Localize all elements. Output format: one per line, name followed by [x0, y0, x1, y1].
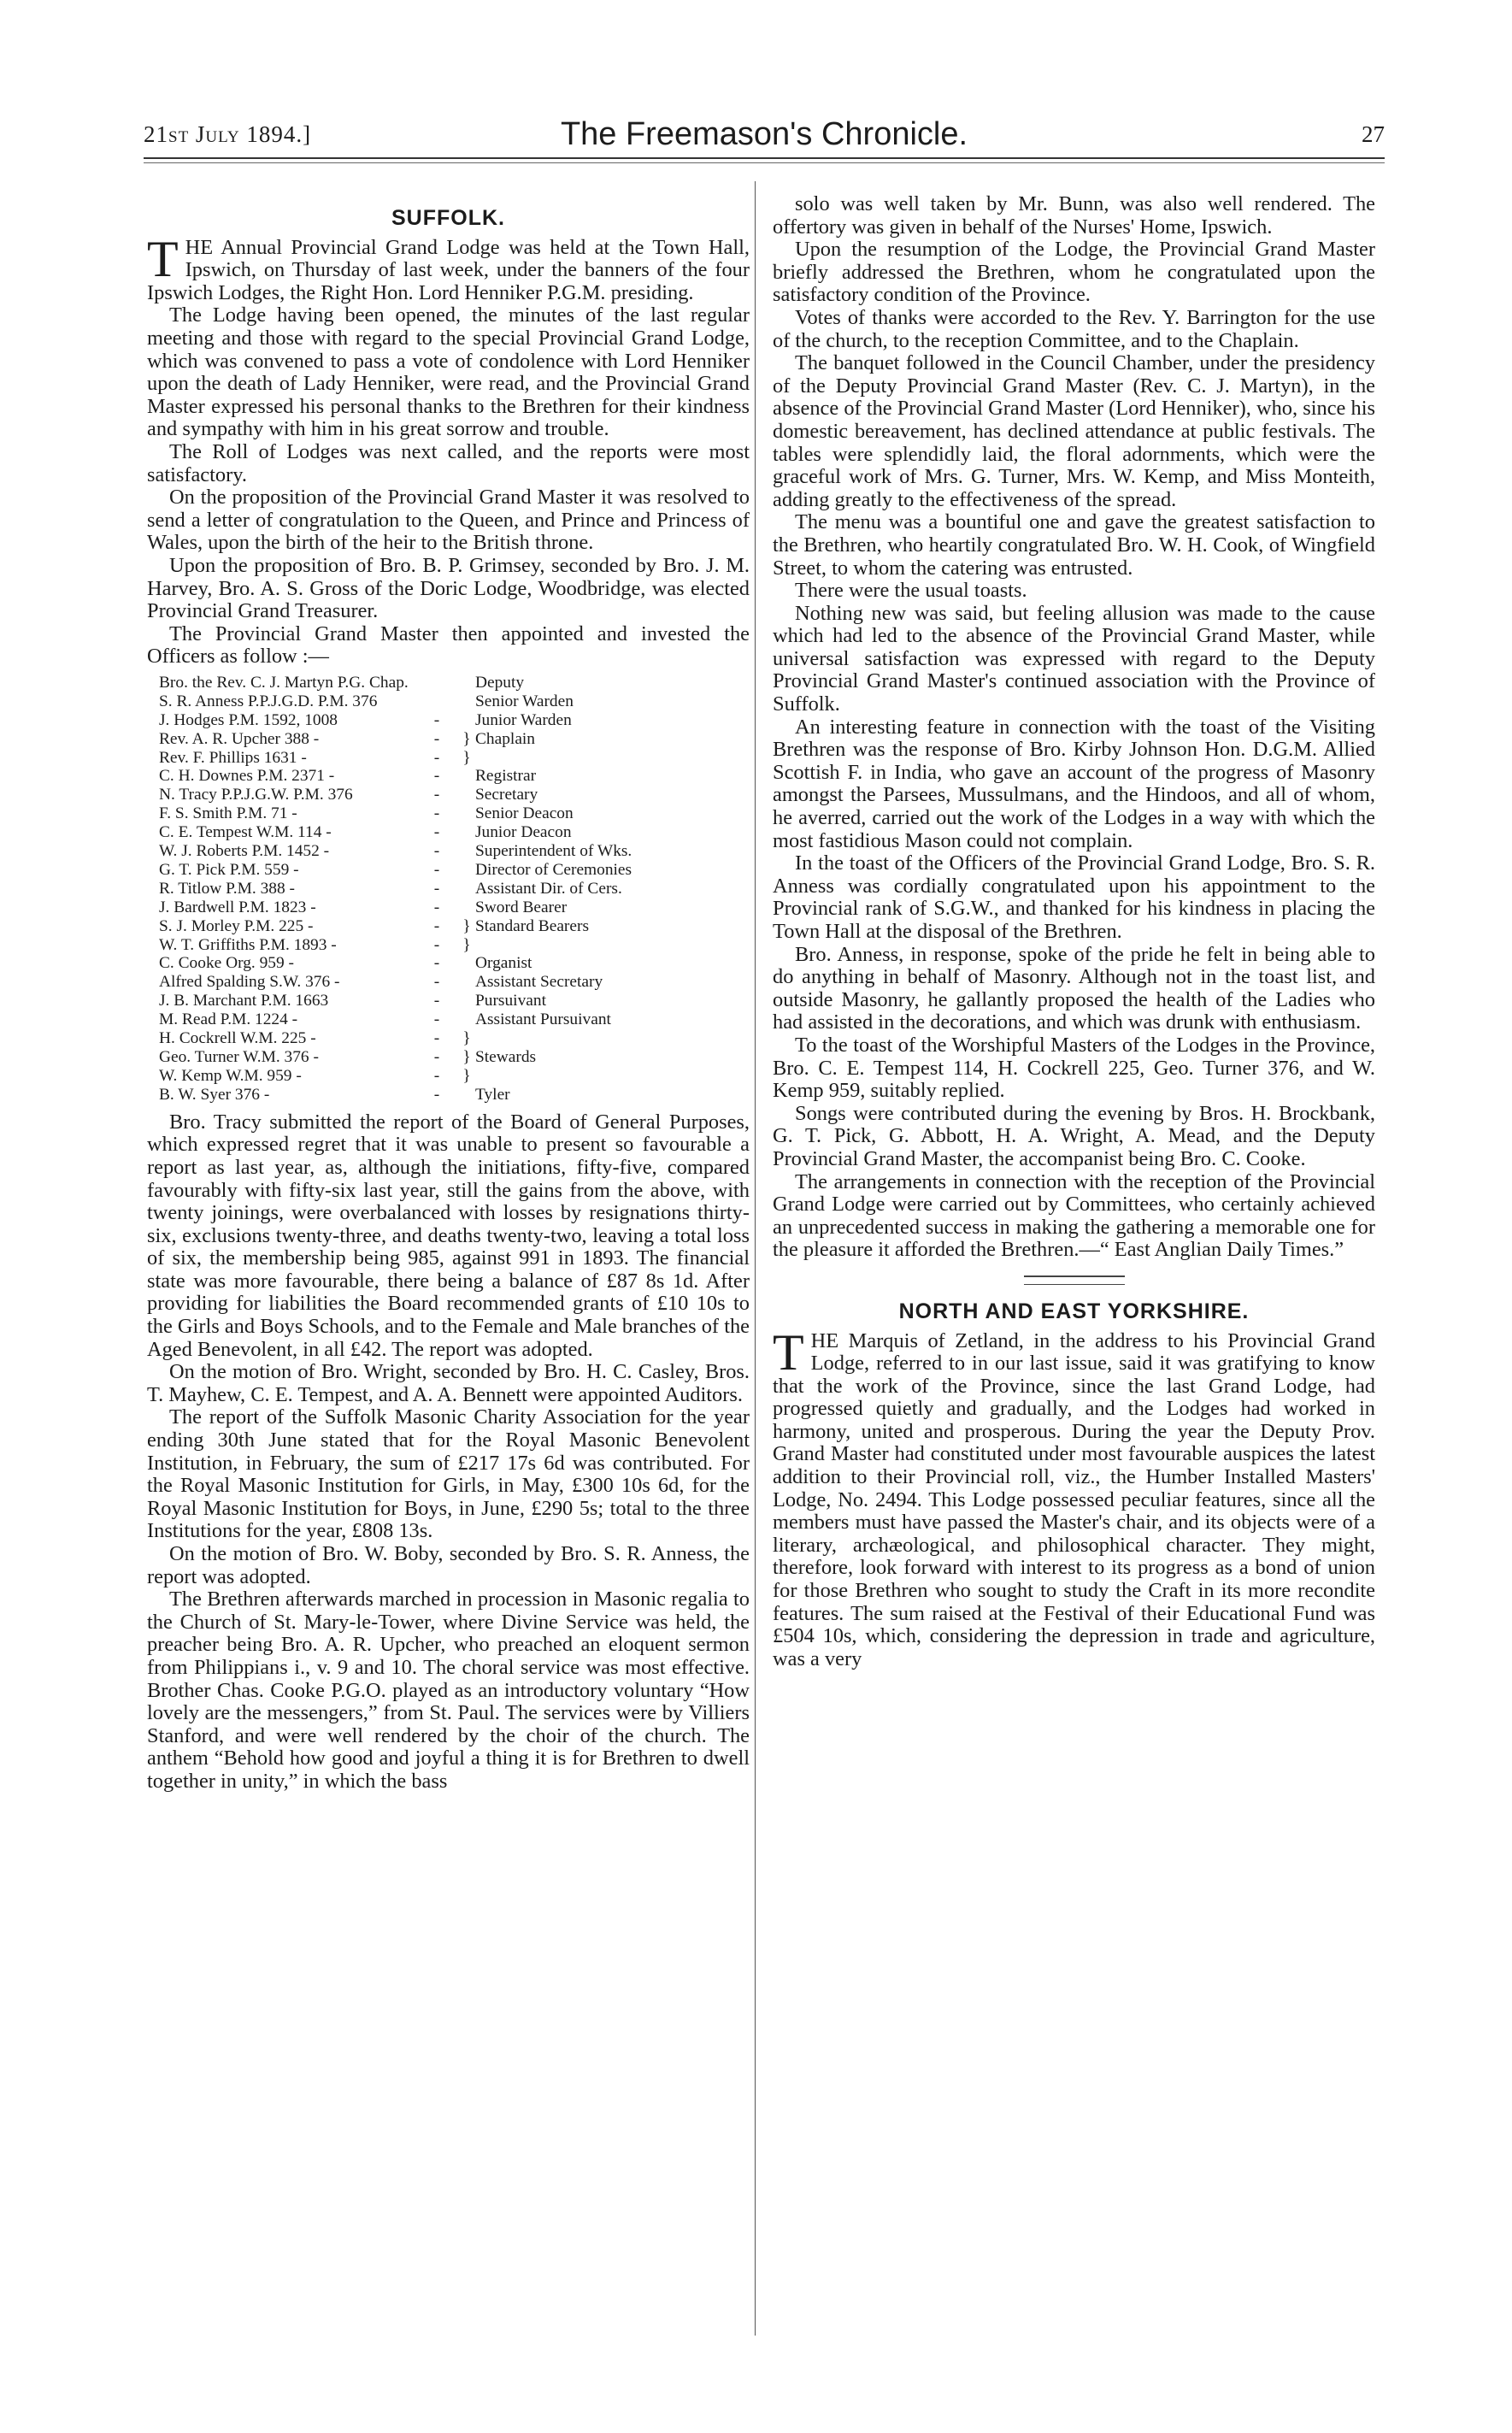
paragraph: The Lodge having been opened, the minutes of the last regular meeting and those with regard to the special Provincial Grand Lodge, which was convened to pass a vote of condolence with Lord Henniker upon the death of Lady Henniker, were read, and the Provincial Grand Master expressed his personal thanks to the Brethren for their kindness and sympathy with him in his great sorrow and trouble.	[147, 303, 750, 441]
officer-brace	[458, 711, 475, 730]
officer-dash: -	[433, 1048, 440, 1066]
paragraph: Votes of thanks were accorded to the Rev. Y. Barrington for the use of the church, to the reception Committee, and to the Chaplain.	[773, 305, 1375, 352]
officer-name: F. S. Smith P.M. 71 -	[159, 804, 297, 823]
officer-name: C. H. Downes P.M. 2371 -	[159, 767, 335, 786]
officer-dash: -	[433, 767, 440, 786]
officer-dash	[415, 692, 458, 711]
officer-brace	[458, 992, 475, 1010]
officer-brace	[458, 767, 475, 786]
officer-brace	[458, 692, 475, 711]
officer-brace	[458, 1086, 475, 1105]
officer-brace	[458, 861, 475, 880]
officer-dash: -	[433, 1010, 440, 1029]
officer-row	[147, 1086, 750, 1105]
officer-brace	[458, 674, 475, 692]
officer-office: Superintendent of Wks.	[475, 842, 632, 861]
officer-brace	[458, 804, 475, 823]
officer-name: C. Cooke Org. 959 -	[159, 954, 294, 973]
suffolk-intro-text: HE Annual Provincial Grand Lodge was held at the Town Hall, Ipswich, on Thursday of last week, under the banners of the four Ipswich Lodges, the Right Hon. Lord Henniker P.G.M. presiding.	[147, 235, 750, 304]
officer-office: Registrar	[475, 767, 537, 786]
paragraph: The Roll of Lodges was next called, and the reports were most satisfactory.	[147, 439, 750, 486]
officer-office: Stewards	[475, 1048, 537, 1066]
paragraph: On the motion of Bro. Wright, seconded by Bro. H. C. Casley, Bros. T. Mayhew, C. E. Tempest, and A. A. Bennett were appointed Auditors.	[147, 1360, 750, 1406]
officer-row	[147, 1029, 750, 1048]
suffolk-dropcap: T	[147, 230, 179, 287]
officer-office: Junior Warden	[475, 710, 572, 729]
officer-dash: -	[433, 1085, 440, 1104]
officer-office: Director of Ceremonies	[475, 860, 632, 879]
paragraph: Nothing new was said, but feeling allusion was made to the cause which had led to the absence of the Provincial Grand Master, while universal satisfaction was expressed with regard to the Deputy Provincial Grand Master's continued association with the Province of Suffolk.	[773, 601, 1375, 716]
officer-brace	[458, 786, 475, 804]
officer-row	[147, 692, 750, 711]
suffolk-heading: SUFFOLK.	[391, 206, 505, 230]
officer-brace	[458, 898, 475, 917]
officer-dash: -	[433, 1029, 440, 1048]
paragraph: Bro. Tracy submitted the report of the Board of General Purposes, which expressed regret that it was unable to present so favourable a report as last year, as, although the initiations, fifty-five, compared favourably with fifty-six last year, still the gains from the above, with twenty joinings, were overbalanced with losses by resignations thirty-six, exclusions twenty-three, and deaths twenty-two, leaving a total loss of six, the membership being 985, against 991 in 1893. The financial state was more favourable, there being a balance of £87 8s 1d. After providing for liabilities the Board recommended grants of £10 10s to the Girls and Boys Schools, and to the Female and Male branches of the Aged Benevolent, in all £42. The report was adopted.	[147, 1110, 750, 1361]
officer-name: Alfred Spalding S.W. 376 -	[159, 973, 340, 992]
officer-row	[147, 992, 750, 1010]
paragraph: The arrangements in connection with the reception of the Provincial Grand Lodge were carried out by Committees, who certainly achieved an unprecedented success in making the gathering a memorable one for the pleasure it afforded the Brethren.—“ East Anglian Daily Times.”	[773, 1169, 1375, 1262]
officer-row	[147, 861, 750, 880]
officer-row	[147, 749, 750, 768]
paragraph: Upon the resumption of the Lodge, the Provincial Grand Master briefly addressed the Brethren, whom he congratulated upon the satisfactory condition of the Province.	[773, 238, 1375, 307]
officer-brace: }	[462, 1066, 471, 1085]
paragraph: On the proposition of the Provincial Grand Master it was resolved to send a letter of congratulation to the Queen, and Prince and Princess of Wales, upon the birth of the heir to the British throne.	[147, 486, 750, 555]
officer-name: J. Bardwell P.M. 1823 -	[159, 898, 316, 916]
officer-row	[147, 711, 750, 730]
officer-name: W. Kemp W.M. 959 -	[159, 1066, 302, 1085]
officer-dash: -	[433, 823, 440, 842]
officer-office: Senior Warden	[475, 692, 574, 710]
paragraph: The menu was a bountiful one and gave the greatest satisfaction to the Brethren, who heartily congratulated Bro. W. H. Cook, of Wingfield Street, to whom the catering was entrusted.	[773, 510, 1375, 580]
officer-name: R. Titlow P.M. 388 -	[159, 879, 295, 898]
officer-dash: -	[433, 992, 440, 1010]
officer-office: Sword Bearer	[475, 898, 568, 916]
officer-office: Pursuivant	[475, 992, 546, 1010]
officer-dash: -	[433, 916, 440, 935]
officer-name: J. Hodges P.M. 1592, 1008	[159, 710, 338, 729]
officer-row	[147, 936, 750, 955]
officer-dash: -	[433, 935, 440, 954]
officer-row	[147, 1048, 750, 1067]
officers-table	[147, 674, 750, 1105]
officer-dash	[415, 674, 458, 692]
officer-dash: -	[433, 729, 440, 748]
left-column	[147, 193, 750, 1794]
officer-row	[147, 786, 750, 804]
paragraph: The Provincial Grand Master then appointed and invested the Officers as follow :—	[147, 622, 750, 669]
officer-row	[147, 1010, 750, 1029]
officer-name: W. J. Roberts P.M. 1452 -	[159, 842, 330, 861]
officer-name: G. T. Pick P.M. 559 -	[159, 860, 299, 879]
officer-row	[147, 973, 750, 992]
officer-row	[147, 842, 750, 861]
paragraph: Songs were contributed during the evening by Bros. H. Brockbank, G. T. Pick, G. Abbott, H. A. Wright, A. Mead, and the Deputy Provincial Grand Master, the accompanist being Bro. C. Cooke.	[773, 1101, 1375, 1170]
officer-name: S. J. Morley P.M. 225 -	[159, 916, 314, 935]
officer-office: Chaplain	[475, 729, 536, 748]
officer-row	[147, 823, 750, 842]
officer-office: Assistant Dir. of Cers.	[475, 879, 622, 898]
paragraph: To the toast of the Worshipful Masters of the Lodges in the Province, Bro. C. E. Tempest 114, H. Cockrell 225, Geo. Turner 376, and W. Kemp 959, suitably replied.	[773, 1033, 1375, 1103]
masthead-rule-thin	[144, 162, 1385, 163]
officer-brace: }	[462, 729, 471, 748]
officer-brace: }	[462, 748, 471, 767]
officer-office	[475, 749, 750, 768]
officer-row	[147, 880, 750, 898]
officer-dash: -	[433, 954, 440, 973]
officer-office	[475, 936, 750, 955]
officer-row	[147, 917, 750, 936]
officer-office: Assistant Secretary	[475, 973, 603, 992]
officer-brace: }	[462, 1029, 471, 1048]
officer-dash: -	[433, 786, 440, 804]
yorkshire-heading: NORTH AND EAST YORKSHIRE.	[898, 1299, 1250, 1323]
paragraph: Bro. Anness, in response, spoke of the pride he felt in being able to do anything in behalf of Masonry. Although not in the toast list, and outside Masonry, he gallantly proposed the health of the Ladies who had assisted in the decorations, and which was drunk with enthusiasm.	[773, 942, 1375, 1034]
officer-brace: }	[462, 916, 471, 935]
officer-dash: -	[433, 973, 440, 992]
officer-row	[147, 674, 750, 692]
paragraph: On the motion of Bro. W. Boby, seconded by Bro. S. R. Anness, the report was adopted.	[147, 1542, 750, 1588]
officer-office: Junior Deacon	[475, 823, 572, 842]
officer-office: Organist	[475, 954, 532, 973]
officer-name: M. Read P.M. 1224 -	[159, 1010, 298, 1029]
officer-brace	[458, 880, 475, 898]
officer-row	[147, 804, 750, 823]
officer-office: Assistant Pursuivant	[475, 1010, 611, 1029]
officer-dash: -	[433, 860, 440, 879]
suffolk-intro	[147, 230, 750, 305]
officer-row	[147, 767, 750, 786]
officer-name: H. Cockrell W.M. 225 -	[159, 1029, 316, 1048]
masthead-rule	[144, 157, 1385, 159]
suffolk-paragraphs-a	[147, 304, 750, 669]
paragraph: solo was well taken by Mr. Bunn, was also well rendered. The offertory was given in behalf of the Nurses' Home, Ipswich.	[773, 192, 1375, 239]
officer-dash: -	[433, 748, 440, 767]
masthead	[144, 116, 1385, 156]
officer-brace: }	[462, 935, 471, 954]
officer-name: W. T. Griffiths P.M. 1893 -	[159, 935, 337, 954]
officer-office: Secretary	[475, 786, 538, 804]
paragraph: In the toast of the Officers of the Provincial Grand Lodge, Bro. S. R. Anness was cordially congratulated upon his appointment to the Provincial rank of S.G.W., and thanked for his kindness in placing the Town Hall at the disposal of the Brethren.	[773, 851, 1375, 943]
officer-row	[147, 1067, 750, 1086]
officer-dash: -	[433, 804, 440, 823]
officer-office: Tyler	[475, 1085, 510, 1104]
officer-dash: -	[433, 879, 440, 898]
officer-office	[475, 1029, 750, 1048]
officer-name: B. W. Syer 376 -	[159, 1085, 270, 1104]
officer-brace	[458, 842, 475, 861]
right-column	[773, 193, 1375, 1670]
officer-row	[147, 898, 750, 917]
paragraph: Upon the proposition of Bro. B. P. Grimsey, seconded by Bro. J. M. Harvey, Bro. A. S. Gross of the Doric Lodge, Woodbridge, was elected Provincial Grand Treasurer.	[147, 553, 750, 623]
officer-dash: -	[433, 842, 440, 861]
officer-office: Standard Bearers	[475, 916, 589, 935]
officer-brace	[458, 1010, 475, 1029]
paragraph: The report of the Suffolk Masonic Charity Association for the year ending 30th June stated that for the Royal Masonic Benevolent Institution, in February, the sum of £217 17s 6d was contributed. For the Royal Masonic Institution for Girls, in May, £300 10s 6d, for the Royal Masonic Institution for Boys, in June, £290 5s; total to the three Institutions for the year, £808 13s.	[147, 1405, 750, 1543]
suffolk-paragraphs-b	[147, 1111, 750, 1794]
column-divider	[755, 181, 756, 2336]
officer-name: Bro. the Rev. C. J. Martyn P.G. Chap.	[159, 673, 409, 692]
suffolk-continued-paragraphs	[773, 193, 1375, 1262]
officer-name: S. R. Anness P.P.J.G.D. P.M. 376	[159, 692, 378, 710]
paragraph: The banquet followed in the Council Chamber, under the presidency of the Deputy Provincial Grand Master (Rev. C. J. Martyn), in the absence of the Provincial Grand Master (Lord Henniker), who, since his domestic bereavement, has declined attendance at public festivals. The tables were splendidly laid, the floral adornments, which were the graceful work of Mrs. G. Turner, Mrs. W. Kemp, and Miss Monteith, adding greatly to the effectiveness of the spread.	[773, 351, 1375, 511]
paragraph: The Brethren afterwards marched in procession in Masonic regalia to the Church of St. Mary-le-Tower, where Divine Service was held, the preacher being Bro. A. R. Upcher, who preached an eloquent sermon from Philippians i., v. 9 and 10. The choral service was most effective. Brother Chas. Cooke P.G.O. played as an introductory voluntary “How lovely are the messengers,” from St. Paul. The services were by Villiers Stanford, and were well rendered by the choir of the church. The anthem “Behold how good and joyful a thing it is for Brethren to dwell together in unity,” in which the bass	[147, 1588, 750, 1793]
officer-brace	[458, 954, 475, 973]
officer-name: Rev. F. Phillips 1631 -	[159, 748, 307, 767]
officer-office: Deputy	[475, 673, 525, 692]
publication-title: The Freemason's Chronicle.	[560, 116, 968, 152]
officer-dash: -	[433, 1066, 440, 1085]
section-ornament-rule	[1024, 1275, 1125, 1285]
officer-dash: -	[433, 898, 440, 916]
yorkshire-intro	[773, 1323, 1375, 1671]
officer-row	[147, 954, 750, 973]
officer-office: Senior Deacon	[475, 804, 574, 823]
officer-name: Rev. A. R. Upcher 388 -	[159, 729, 320, 748]
paragraph: An interesting feature in connection with the toast of the Visiting Brethren was the response of Bro. Kirby Johnson Hon. D.G.M. Allied Scottish F. in India, who gave an account of the progress of Masonry amongst the Parsees, Mussulmans, and the Hindoos, and all of whom, he averred, carried out the work of the Lodges in a way with which the most fastidious Mason could not complain.	[773, 715, 1375, 852]
officer-office	[475, 1067, 750, 1086]
paragraph: There were the usual toasts.	[795, 579, 1027, 603]
officer-row	[147, 730, 750, 749]
officer-name: N. Tracy P.P.J.G.W. P.M. 376	[159, 786, 353, 804]
officer-brace	[458, 823, 475, 842]
officer-brace	[458, 973, 475, 992]
officer-name: C. E. Tempest W.M. 114 -	[159, 823, 332, 842]
officer-dash: -	[433, 710, 440, 729]
page-number: 27	[1362, 121, 1385, 147]
officer-name: Geo. Turner W.M. 376 -	[159, 1048, 319, 1066]
officer-brace: }	[462, 1048, 471, 1066]
yorkshire-intro-text: HE Marquis of Zetland, in the address to his Provincial Grand Lodge, referred to in our last issue, said it was gratifying to know that the work of the Province, since the last Grand Lodge, had progressed quietly and gradually, and the Lodges had worked in harmony, united and prosperous. During the year the Deputy Prov. Grand Master had constituted under most favourable auspices the latest addition to their Provincial roll, viz., the Humber Installed Masters' Lodge, No. 2494. This Lodge possessed peculiar features, since all the members must have passed the Master's chair, and its objects were of a literary, archæological, and philosophical character. They might, therefore, look forward with interest to its progress as a bond of union for those Brethren who sought to study the Craft in its more recondite features. The sum raised at the Festival of their Educational Fund was £504 10s, which, considering the depression in trade and agriculture, was a very	[773, 1328, 1375, 1670]
issue-date: 21st July 1894.]	[144, 121, 312, 147]
yorkshire-dropcap: T	[773, 1323, 804, 1381]
officer-name: J. B. Marchant P.M. 1663	[159, 992, 329, 1010]
